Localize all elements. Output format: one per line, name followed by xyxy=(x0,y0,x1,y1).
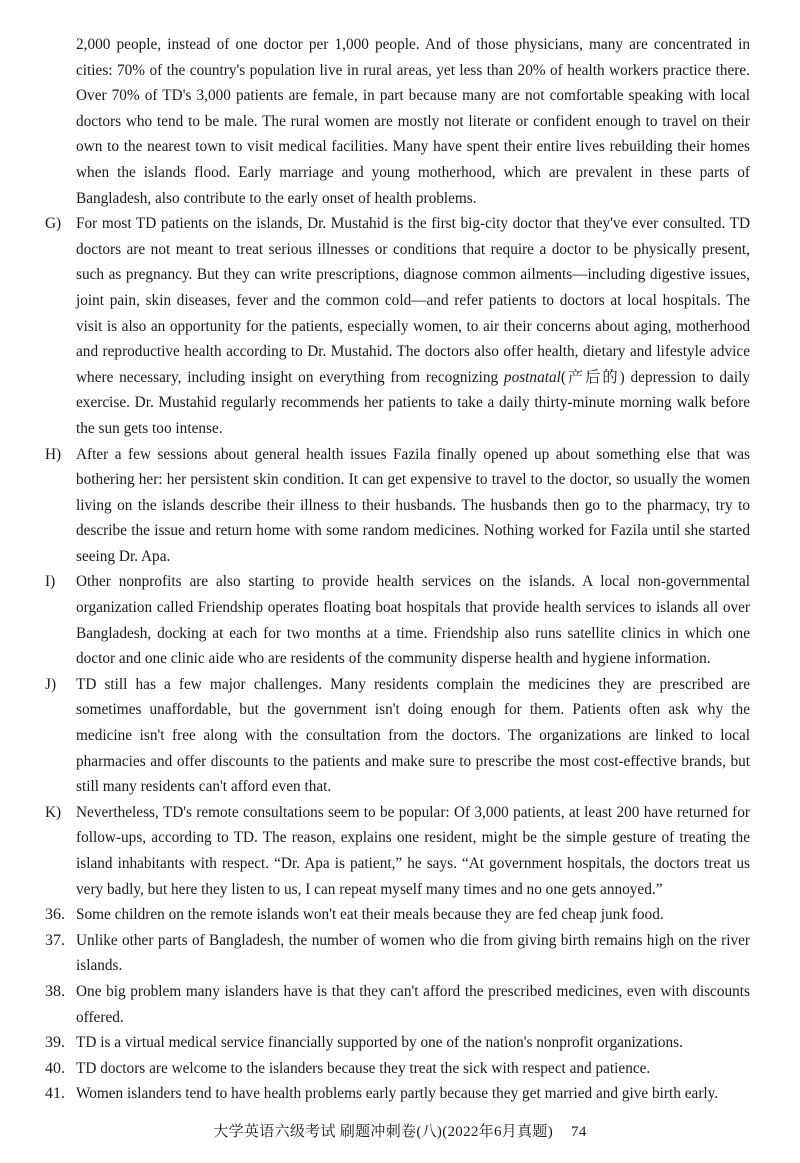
paragraph-h xyxy=(45,442,750,570)
paragraph-label: J) xyxy=(45,675,57,693)
question-40 xyxy=(45,1056,750,1082)
paragraph-g xyxy=(45,211,750,441)
paragraph-label: H) xyxy=(45,445,62,463)
question-number: 40. xyxy=(45,1059,65,1077)
question-text: Women islanders tend to have health problems early partly because they get married and give birth early. xyxy=(76,1085,719,1103)
chinese-gloss: (产后的) xyxy=(560,368,625,386)
paragraph-label: K) xyxy=(45,803,62,821)
paragraph-j xyxy=(45,672,750,800)
question-text: Some children on the remote islands won't eat their meals because they are fed cheap junk food. xyxy=(76,906,664,924)
question-number: 41. xyxy=(45,1085,65,1103)
question-number: 36. xyxy=(45,906,65,924)
paragraph-text: For most TD patients on the islands, Dr. Mustahid is the first big-city doctor that they've ever consulted. TD doctors are not meant to treat serious illnesses or conditions that require a doctor to be physically present, such as pregnancy. But they can write prescriptions, diagnose common ailments—including digestive issues, joint pain, skin diseases, fever and the common cold—and refer patients to doctors at local hospitals. The visit is also an opportunity for the patients, especially women, to air their concerns about aging, motherhood and reproductive health according to Dr. Mustahid. The doctors also offer health, dietary and lifestyle advice where necessary, including insight on everything from recognizing xyxy=(76,215,750,386)
question-39 xyxy=(45,1030,750,1056)
page-footer xyxy=(0,1121,800,1163)
italic-term: postnatal xyxy=(503,368,561,386)
question-text: Unlike other parts of Bangladesh, the number of women who die from giving birth remains high on the river islands. xyxy=(76,931,750,975)
paragraph-i xyxy=(45,569,750,671)
paragraph-text: Nevertheless, TD's remote consultations seem to be popular: Of 3,000 patients, at least 200 have returned for follow-ups, according to TD. The reason, explains one resident, might be the simple gesture of treating the island inhabitants with respect. “Dr. Apa is patient,” he says. “At government hospitals, the doctors treat us very badly, but here they listen to us, I can repeat myself many times and no one gets annoyed.” xyxy=(76,803,750,898)
question-36 xyxy=(45,902,750,928)
paragraph-text: depression to daily exercise. Dr. Mustahid regularly recommends her patients to take a daily thirty-minute morning walk before the sun gets too intense. xyxy=(76,368,750,437)
paragraph-text: Other nonprofits are also starting to provide health services on the islands. A local non-governmental organization called Friendship operates floating boat hospitals that provide health services to islands all over Bangladesh, docking at each for two months at a time. Friendship also runs satellite clinics in which one doctor and one clinic aide who are residents of the community disperse health and hygiene information. xyxy=(76,573,750,668)
question-number: 38. xyxy=(45,982,65,1000)
paragraph-label: I) xyxy=(45,573,56,591)
footer-title: 大学英语六级考试 刷题冲刺卷(八)(2022年6月真题) xyxy=(213,1123,554,1140)
question-41 xyxy=(45,1081,750,1107)
page-number: 74 xyxy=(571,1123,587,1140)
question-text: TD is a virtual medical service financially supported by one of the nation's nonprofit organizations. xyxy=(76,1034,683,1052)
question-number: 39. xyxy=(45,1034,65,1052)
paragraph-text: After a few sessions about general health issues Fazila finally opened up about something else that was bothering her: her persistent skin condition. It can get expensive to travel to the doctor, so usually the women living on the islands describe their illness to their husbands. The husbands then go to the pharmacy, try to describe the issue and return home with some random medicines. Nothing worked for Fazila until she started seeing Dr. Apa. xyxy=(76,445,750,565)
question-38 xyxy=(45,979,750,1030)
question-number: 37. xyxy=(45,931,65,949)
paragraph-label: G) xyxy=(45,215,62,233)
paragraph-continuation: 2,000 people, instead of one doctor per 1,000 people. And of those physicians, many are concentrated in cities: 70% of the country's population live in rural areas, yet less than 20% of health workers practice there. Over 70% of TD's 3,000 patients are female, in part because many are not comfortable speaking with local doctors who tend to be male. The rural women are mostly not literate or confident enough to travel on their own to the nearest town to visit medical facilities. Many have spent their entire lives rebuilding their homes when the islands flood. Early marriage and young motherhood, which are prevalent in these parts of Bangladesh, also contribute to the early onset of health problems. xyxy=(76,36,750,207)
question-text: One big problem many islanders have is that they can't afford the prescribed medicines, even with discounts offered. xyxy=(76,982,750,1026)
document-page xyxy=(45,0,750,1107)
question-text: TD doctors are welcome to the islanders because they treat the sick with respect and patience. xyxy=(76,1059,651,1077)
paragraph-k xyxy=(45,800,750,902)
paragraph-text: TD still has a few major challenges. Many residents complain the medicines they are prescribed are sometimes unaffordable, but the government isn't doing enough for them. Patients often ask why the medicine isn't free along with the consultation from the doctors. The organizations are linked to local pharmacies and offer discounts to the patients and make sure to prescribe the most cost-effective brands, but still many residents can't afford even that. xyxy=(76,675,750,796)
question-37 xyxy=(45,928,750,979)
